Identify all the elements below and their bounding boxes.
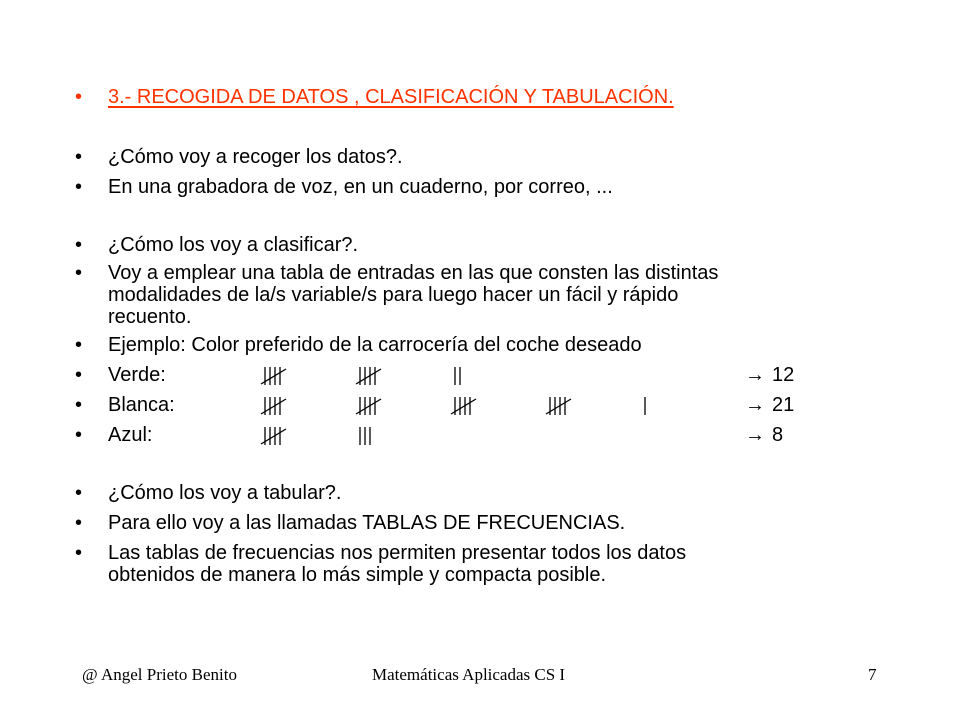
- bullet: •: [75, 512, 83, 534]
- tally-group: [455, 367, 460, 385]
- footer-author: @ Angel Prieto Benito: [82, 665, 237, 684]
- tally-group: [546, 397, 571, 415]
- tally-group: [261, 397, 286, 415]
- frequency-desc-1: Las tablas de frecuencias nos permiten presentar todos los datos: [108, 542, 687, 564]
- arrow-icon: →: [745, 424, 765, 446]
- tally-group: [451, 397, 476, 415]
- bullet: •: [75, 262, 83, 284]
- tally-group: [261, 367, 286, 385]
- tally-group: [261, 427, 286, 445]
- tally-group: [360, 427, 370, 445]
- answer-classify-3: recuento.: [108, 306, 192, 328]
- bullet: •: [75, 394, 83, 416]
- tally-label: Verde:: [108, 364, 166, 386]
- tally-label: Azul:: [108, 424, 153, 446]
- bullet: •: [75, 364, 83, 386]
- tally-group: [356, 397, 381, 415]
- question-collect: ¿Cómo voy a recoger los datos?.: [108, 146, 403, 168]
- tally-total: 21: [772, 394, 795, 416]
- tally-total: 8: [772, 424, 784, 446]
- bullet: •: [75, 234, 83, 256]
- arrow-icon: →: [745, 394, 765, 416]
- frequency-desc-2: obtenidos de manera lo más simple y compacta posible.: [108, 564, 607, 586]
- answer-collect: En una grabadora de voz, en un cuaderno, por correo, ...: [108, 176, 613, 198]
- footer-course: Matemáticas Aplicadas CS I: [372, 665, 566, 684]
- answer-classify-1: Voy a emplear una tabla de entradas en las que consten las distintas: [108, 262, 719, 284]
- bullet: •: [75, 424, 83, 446]
- tally-group: [356, 367, 381, 385]
- bullet: •: [75, 146, 83, 168]
- tally-marks: [265, 426, 825, 448]
- footer-page-number: 7: [868, 665, 877, 684]
- tally-total: 12: [772, 364, 795, 386]
- tally-label: Blanca:: [108, 394, 175, 416]
- bullet: •: [75, 334, 83, 356]
- question-tabulate: ¿Cómo los voy a tabular?.: [108, 482, 342, 504]
- tally-marks: [265, 366, 825, 388]
- bullet: •: [75, 86, 83, 108]
- answer-tabulate: Para ello voy a las llamadas TABLAS DE FRECUENCIAS.: [108, 512, 626, 534]
- answer-classify-2: modalidades de la/s variable/s para luego hacer un fácil y rápido: [108, 284, 679, 306]
- bullet: •: [75, 482, 83, 504]
- slide-title: 3.- RECOGIDA DE DATOS , CLASIFICACIÓN Y TABULACIÓN.: [108, 86, 674, 108]
- example-line: Ejemplo: Color preferido de la carrocería del coche deseado: [108, 334, 642, 356]
- bullet: •: [75, 542, 83, 564]
- question-classify: ¿Cómo los voy a clasificar?.: [108, 234, 359, 256]
- bullet: •: [75, 176, 83, 198]
- tally-marks: [265, 396, 825, 418]
- arrow-icon: →: [745, 364, 765, 386]
